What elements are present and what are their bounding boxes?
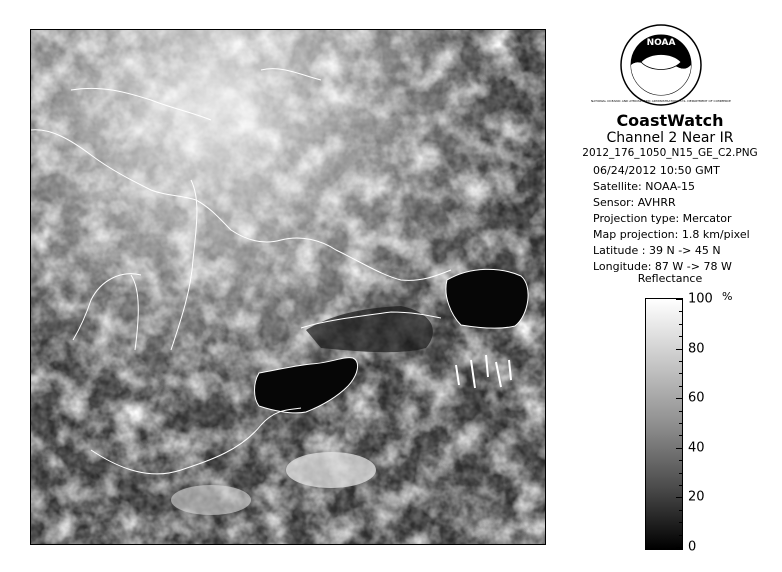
colorbar-minor-tick [679, 460, 682, 461]
colorbar-tick-label: 80 [688, 341, 705, 357]
noaa-logo-graphic [591, 22, 731, 108]
colorbar-title: Reflectance [637, 272, 703, 285]
info-sensor: Sensor: AVHRR [593, 196, 676, 209]
satellite-map [30, 29, 546, 545]
product-subtitle: Channel 2 Near IR [606, 130, 734, 146]
colorbar-tick-label: 60 [688, 390, 705, 406]
info-map-projection: Map projection: 1.8 km/pixel [593, 228, 750, 241]
colorbar-minor-tick [679, 373, 682, 374]
colorbar-minor-tick [679, 473, 682, 474]
colorbar-tick-label: 0 [688, 539, 697, 555]
colorbar-minor-tick [679, 485, 682, 486]
colorbar-minor-tick [679, 535, 682, 536]
colorbar-minor-tick [679, 324, 682, 325]
logo-ring-text: NATIONAL OCEANIC AND ATMOSPHERIC ADMINISTRATION · U.S. DEPARTMENT OF COMMERCE [591, 99, 731, 103]
colorbar-tick [676, 398, 682, 399]
colorbar-tick [676, 299, 682, 300]
colorbar [645, 298, 683, 550]
colorbar-tick [676, 349, 682, 350]
colorbar-unit: % [722, 290, 733, 303]
colorbar-tick [676, 497, 682, 498]
noaa-logo [591, 22, 731, 108]
colorbar-tick-label: 40 [688, 440, 705, 456]
colorbar-tick-label: 20 [688, 489, 705, 505]
product-title: CoastWatch [616, 111, 724, 130]
colorbar-minor-tick [679, 361, 682, 362]
colorbar-minor-tick [679, 435, 682, 436]
lake-ontario [446, 269, 528, 328]
cloud-patch [171, 485, 251, 515]
colorbar-minor-tick [679, 510, 682, 511]
info-datetime: 06/24/2012 10:50 GMT [593, 164, 720, 177]
product-filename: 2012_176_1050_N15_GE_C2.PNG [582, 147, 758, 159]
satellite-image [31, 30, 545, 544]
colorbar-tick-label: 100 [688, 291, 713, 307]
colorbar-minor-tick [679, 336, 682, 337]
colorbar-minor-tick [679, 423, 682, 424]
colorbar-minor-tick [679, 522, 682, 523]
info-projection-type: Projection type: Mercator [593, 212, 732, 225]
logo-center-text: NOAA [646, 38, 676, 48]
colorbar-tick [676, 547, 682, 548]
colorbar-minor-tick [679, 386, 682, 387]
cloud-patch [286, 452, 376, 488]
info-longitude: Longitude: 87 W -> 78 W [593, 260, 732, 273]
colorbar-minor-tick [679, 411, 682, 412]
colorbar-tick [676, 448, 682, 449]
info-latitude: Latitude : 39 N -> 45 N [593, 244, 721, 257]
colorbar-minor-tick [679, 311, 682, 312]
info-satellite: Satellite: NOAA-15 [593, 180, 696, 193]
